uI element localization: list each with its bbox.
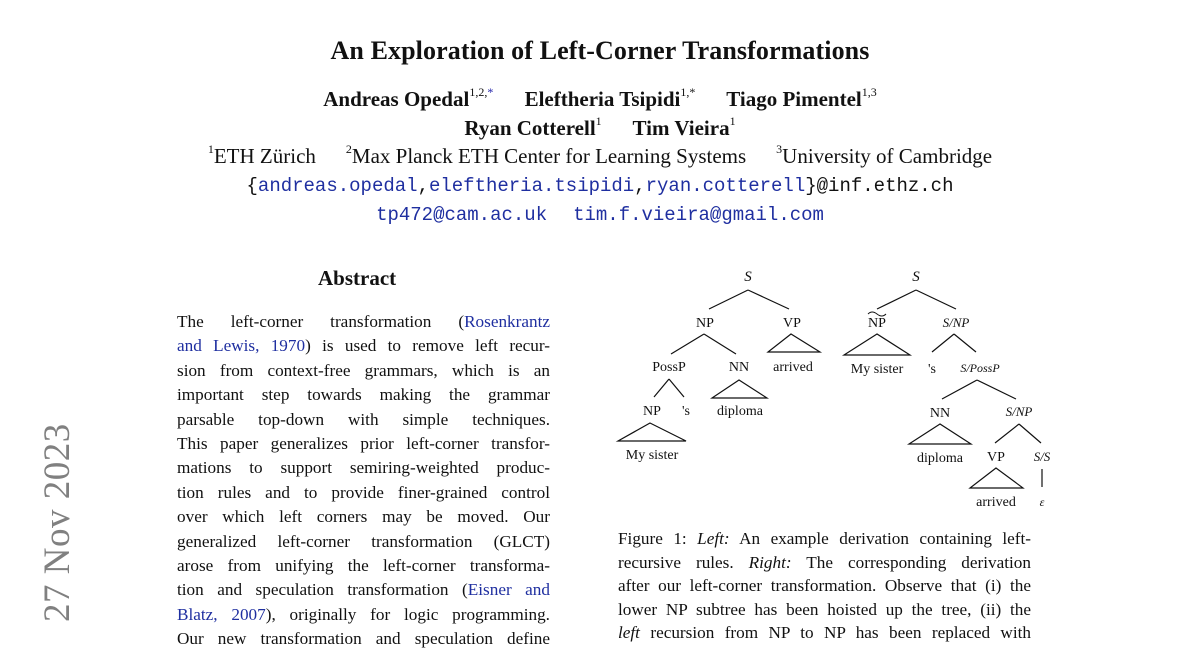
text-span: tion rules and to provide finer-grained control — [177, 482, 550, 502]
rtree-vp: VP — [987, 450, 1005, 465]
rtree-s-np-2: S/NP — [1005, 404, 1033, 419]
arxiv-date-stamp: 27 Nov 2023 — [37, 423, 78, 622]
affiliations: $^1$ETH Zürich $^2$Max Planck ETH Center for Learning Systems $^3$University of Cambridge — [207, 142, 993, 168]
figure-1-caption-line — [618, 621, 1031, 645]
abstract-body-line — [177, 456, 550, 480]
text-span: Right: — [748, 552, 792, 572]
email-cotterell[interactable]: ryan.cotterell — [645, 175, 806, 197]
text-span: important step towards making the grammar — [177, 385, 550, 405]
abstract-body-line — [177, 578, 550, 602]
email-line-1: {andreas.opedal,eleftheria.tsipidi,ryan.cotterell}@inf.ethz.ch — [246, 175, 954, 197]
figure-1-caption — [618, 527, 1031, 645]
author-opedal: Andreas Opedal$^{1,2,*}$ — [323, 85, 494, 111]
abstract-body-line — [177, 432, 550, 456]
figure-1-trees — [600, 260, 1070, 520]
email-pimentel[interactable]: tp472@cam.ac.uk — [376, 204, 548, 226]
abstract-body-line — [177, 603, 550, 627]
text-span: lower NP subtree has been hoisted up the tree, (ii) the — [618, 599, 1031, 619]
author-cotterell: Ryan Cotterell$^1$ — [464, 114, 602, 140]
text-span: Left: — [697, 529, 730, 548]
rtree-nn: NN — [929, 406, 951, 421]
figure-1-caption-line — [618, 574, 1031, 598]
text-span: ) is used to remove left recur- — [305, 336, 550, 356]
abstract-body-line — [177, 554, 550, 578]
citation-link[interactable]: Eisner and — [467, 580, 550, 600]
text-span: arose from unifying the left-corner transforma- — [177, 555, 550, 575]
abstract-body-line — [177, 481, 550, 505]
text-span: sion from context-free grammars, which is an — [177, 360, 550, 380]
email-line-2 — [0, 204, 1200, 226]
text-span: after our left-corner transformation. Observe that (i) the — [618, 576, 1031, 596]
ltree-np: NP — [696, 316, 714, 331]
rtree-arrived: arrived — [976, 495, 1016, 510]
abstract-body-line — [177, 627, 550, 651]
ltree-vp: VP — [783, 316, 801, 331]
abstract-body-line — [177, 505, 550, 529]
figure-1-caption-line — [618, 551, 1031, 575]
ltree-possp: PossP — [652, 360, 686, 375]
ltree-mysister: My sister — [625, 448, 679, 463]
abstract-body-line — [177, 334, 550, 358]
ltree-root: S — [744, 269, 752, 285]
author-pimentel: Tiago Pimentel$^{1,3}$ — [726, 85, 877, 111]
rtree-s-s: S/S — [1033, 449, 1051, 464]
rtree-poss: 's — [928, 362, 936, 377]
text-span: parsable top-down with simple techniques. — [177, 409, 550, 429]
text-span: Figure 1: — [618, 529, 698, 548]
rtree-mysister: My sister — [850, 362, 904, 377]
text-span: recursion from NP to NP has been replaced with — [639, 623, 1031, 643]
abstract-body-line — [177, 408, 550, 432]
ltree-poss: 's — [682, 404, 690, 419]
text-span: This paper generalizes prior left-corner transfor- — [177, 433, 550, 453]
ltree-nn: NN — [728, 360, 750, 375]
citation-link[interactable]: Blatz, 2007 — [177, 604, 266, 624]
rtree-diploma: diploma — [917, 451, 963, 466]
rtree-np-tilde: NP — [868, 316, 886, 331]
text-span: tion and speculation transformation ( — [177, 580, 468, 600]
citation-link[interactable]: Rosenkrantz — [464, 312, 550, 331]
author-line-2 — [0, 116, 1200, 141]
ltree-diploma: diploma — [717, 404, 763, 419]
text-span: Our new transformation and speculation define — [177, 629, 550, 649]
figure-1-caption-line — [618, 598, 1031, 622]
author-line-1 — [0, 87, 1200, 112]
ltree-arrived: arrived — [773, 360, 813, 375]
text-span: generalized left-corner transformation (GLCT) — [177, 531, 550, 551]
email-vieira[interactable]: tim.f.vieira@gmail.com — [573, 204, 824, 226]
rtree-epsilon: ε — [1039, 495, 1045, 509]
abstract-body — [177, 310, 550, 651]
text-span: The left-corner transformation ( — [177, 312, 465, 331]
abstract-heading: Abstract — [318, 266, 397, 290]
author-vieira: Tim Vieira$^1$ — [632, 114, 736, 140]
text-span: An example derivation containing left- — [729, 529, 1031, 548]
abstract-body-line — [177, 383, 550, 407]
ltree-np2: NP — [643, 404, 661, 419]
figure-1-caption-line — [618, 527, 1031, 551]
text-span: left — [618, 623, 640, 643]
text-span: over which left corners may be moved. Our — [177, 507, 550, 527]
text-span: The corresponding derivation — [791, 552, 1031, 572]
abstract-body-line — [177, 310, 550, 334]
author-tsipidi: Eleftheria Tsipidi$^{1,*}$ — [524, 85, 696, 111]
abstract-body-line — [177, 530, 550, 554]
email-tsipidi[interactable]: eleftheria.tsipidi — [428, 175, 635, 197]
rtree-s-np: S/NP — [942, 315, 970, 330]
rtree-root: S — [912, 269, 920, 285]
abstract-body-line — [177, 359, 550, 383]
email-opedal[interactable]: andreas.opedal — [257, 175, 418, 197]
text-span: mations to support semiring-weighted produc- — [177, 458, 550, 478]
text-span: ), originally for logic programming. — [265, 604, 550, 624]
citation-link[interactable]: and Lewis, 1970 — [177, 336, 306, 356]
text-span: recursive rules. — [618, 552, 749, 572]
paper-title: An Exploration of Left-Corner Transformations — [330, 36, 870, 65]
rtree-s-possp: S/PossP — [960, 361, 1000, 375]
